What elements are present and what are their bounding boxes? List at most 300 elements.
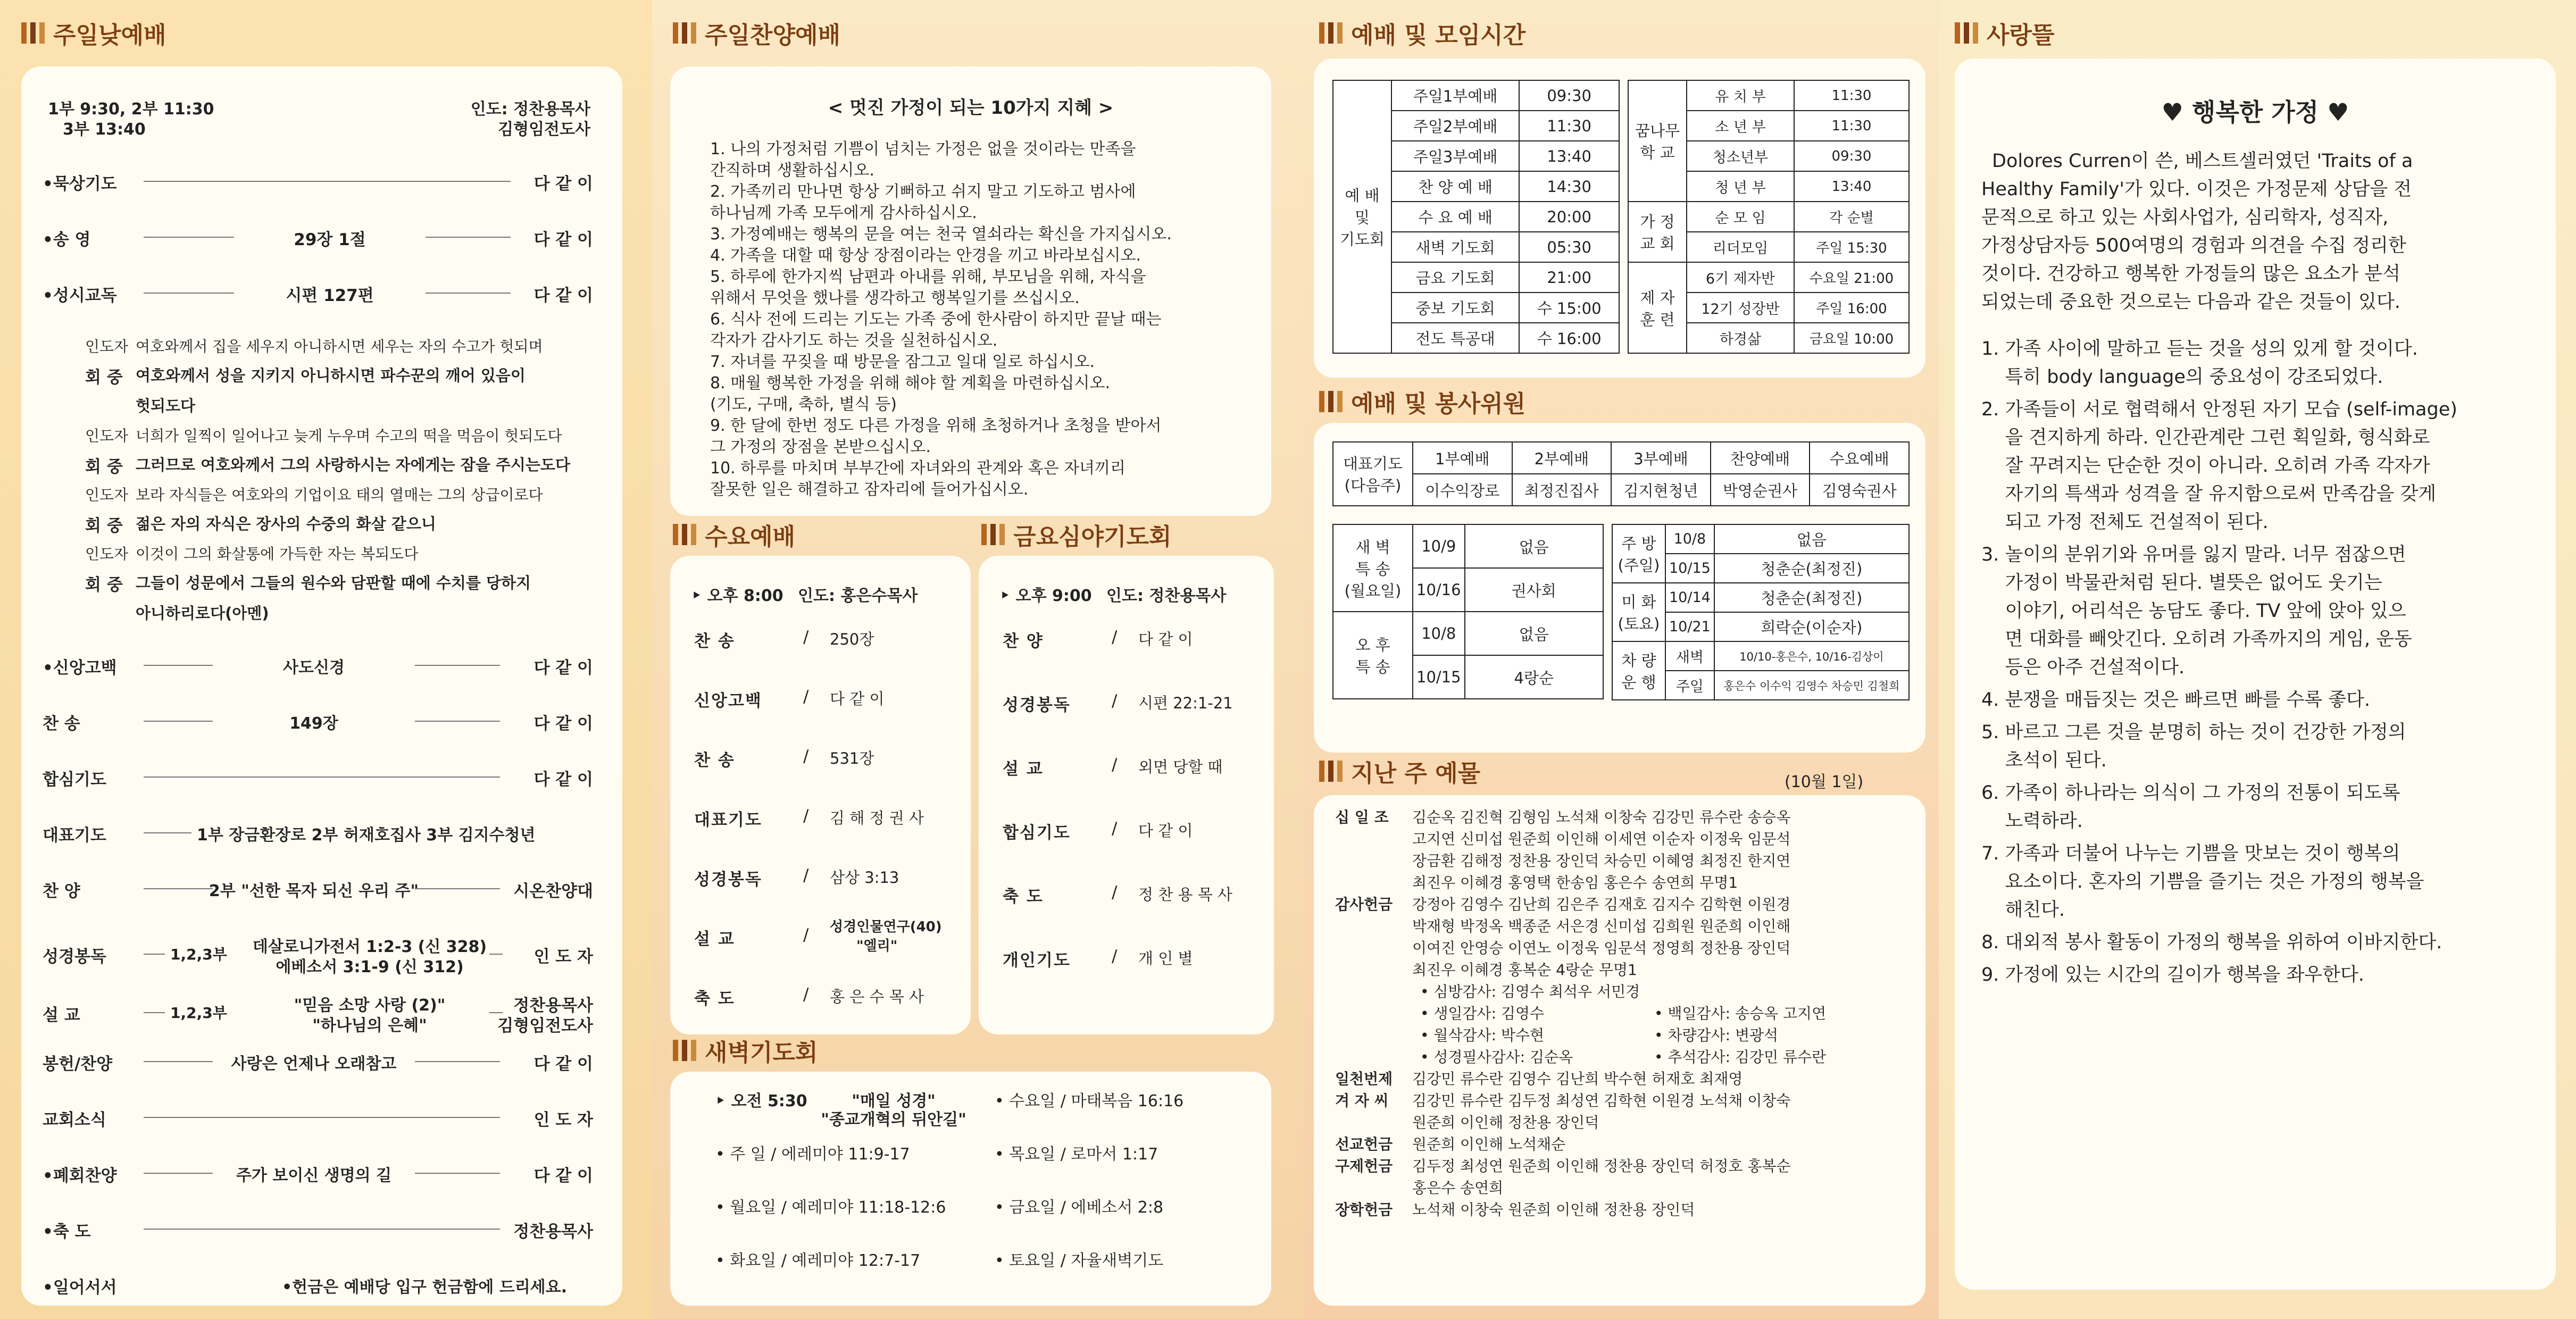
dawn-card bbox=[670, 1072, 1271, 1306]
order-leader: 인 도 자 bbox=[533, 1111, 593, 1130]
order-content: 데살로니가전서 1:2-3 (신 328) bbox=[252, 938, 487, 956]
table-cell: 순 모 임 bbox=[1687, 202, 1794, 232]
section-title-schedule bbox=[1319, 17, 1525, 49]
table-cell: 09:30 bbox=[1794, 141, 1909, 171]
order-label: 성경봉독 bbox=[43, 947, 106, 966]
table-cell: 박영순권사 bbox=[1711, 474, 1810, 506]
offering-category: 감사헌금 bbox=[1335, 896, 1393, 913]
table-cell: 주일 16:00 bbox=[1794, 293, 1909, 323]
table-cell: 희락순(이순자) bbox=[1714, 612, 1909, 641]
offering-names: 노석채 이창숙 원준희 이인해 정찬용 장인덕 bbox=[1412, 1201, 1695, 1218]
wisdom-line: 6. 식사 전에 드리는 기도는 가족 중에 한사람이 하지만 끝날 때는 bbox=[710, 310, 1162, 329]
table-cell: 소 년 부 bbox=[1687, 111, 1794, 141]
table-cell: 차 량 운 행 bbox=[1612, 641, 1665, 700]
table-cell: 10/9 bbox=[1413, 524, 1465, 568]
section-title-text: 주일낮예배 bbox=[53, 22, 166, 49]
responsive-text: 그러므로 여호와께서 그의 사랑하시는 자에게는 잠을 주시는도다 bbox=[136, 456, 570, 474]
wednesday-leader: 인도: 홍은수목사 bbox=[798, 587, 918, 605]
table-cell: 없음 bbox=[1465, 612, 1603, 655]
essay-point-line: 8. 대외적 봉사 활동이 가정의 행복을 위하여 이바지한다. bbox=[1981, 932, 2442, 953]
table-cell: 대표기도 (다음주) bbox=[1333, 442, 1413, 506]
dawn-day: • 화요일 / 예레미야 12:7-17 bbox=[715, 1251, 921, 1270]
table-cell: 청춘순(최정진) bbox=[1714, 554, 1909, 583]
offering-names: • 생일감사: 김영수 bbox=[1420, 1005, 1545, 1022]
table-row bbox=[1333, 442, 1909, 474]
offering-names: 최진우 이혜경 홍영택 한송임 홍은수 송연희 무명1 bbox=[1412, 874, 1738, 891]
order-content: 다 같 이 bbox=[1138, 822, 1193, 840]
order-label: 신앙고백 bbox=[694, 691, 762, 711]
table-cell: 3부예배 bbox=[1611, 442, 1711, 474]
order-content: 2부 "선한 목자 되신 우리 주" bbox=[209, 882, 419, 900]
offering-names: 원준희 이인해 정찬용 장인덕 bbox=[1412, 1114, 1599, 1131]
order-label: 찬 송 bbox=[694, 751, 735, 770]
responsive-text: 여호와께서 집을 세우지 아니하시면 세우는 자의 수고가 헛되며 bbox=[136, 338, 543, 355]
leader-line bbox=[144, 721, 213, 722]
order-leader: 정찬용목사 bbox=[513, 996, 593, 1015]
order-content: 홍 은 수 목 사 bbox=[830, 988, 924, 1006]
table-cell: 새벽 bbox=[1665, 641, 1714, 671]
table-cell: 13:40 bbox=[1794, 171, 1909, 202]
order-label: 성경봉독 bbox=[694, 870, 762, 889]
offering-names: 홍은수 송연희 bbox=[1412, 1179, 1504, 1197]
table-row bbox=[1333, 612, 1603, 655]
table-cell: 10/16 bbox=[1413, 568, 1465, 612]
slash-divider: / bbox=[803, 747, 809, 766]
table-cell: 전도 특공대 bbox=[1391, 323, 1519, 353]
service-time-table bbox=[1332, 80, 1620, 354]
order-label: •일어서서 bbox=[43, 1278, 117, 1297]
table-cell: 새벽 기도회 bbox=[1391, 232, 1519, 262]
table-cell: 주일 15:30 bbox=[1794, 232, 1909, 262]
essay-line: 되었는데 중요한 것으로는 다음과 같은 것들이 있다. bbox=[1981, 291, 2400, 313]
offering-names: • 성경필사감사: 김순옥 bbox=[1420, 1048, 1573, 1066]
table-cell: 10/14 bbox=[1665, 583, 1714, 612]
table-cell: 제 자 훈 련 bbox=[1628, 262, 1687, 353]
section-title-text: 금요심야기도회 bbox=[1013, 523, 1172, 550]
leader-line bbox=[144, 237, 234, 238]
leader-line bbox=[415, 888, 500, 889]
slash-divider: / bbox=[1112, 947, 1118, 966]
order-content: •헌금은 예배당 입구 헌금함에 드리세요. bbox=[282, 1278, 568, 1297]
leader-line bbox=[426, 237, 511, 238]
wisdom-line: 7. 자녀를 꾸짖을 때 방문을 잠그고 일대 일로 하십시오. bbox=[710, 353, 1095, 371]
order-sub: 1,2,3부 bbox=[170, 946, 227, 963]
table-cell: 청춘순(최정진) bbox=[1714, 583, 1909, 612]
group-time-table bbox=[1628, 80, 1910, 354]
section-title-love-garden bbox=[1955, 17, 2055, 49]
happy-family-card bbox=[1955, 59, 2556, 1290]
table-cell: 4랑순 bbox=[1465, 655, 1603, 699]
service-time-2: 3부 13:40 bbox=[63, 120, 146, 139]
leader-line bbox=[415, 1173, 500, 1174]
table-cell: 찬 양 예 배 bbox=[1391, 171, 1519, 202]
dawn-day: • 주 일 / 에레미야 11:9-17 bbox=[715, 1145, 910, 1164]
slash-divider: / bbox=[803, 866, 809, 885]
leader-line bbox=[144, 777, 500, 778]
leader-line bbox=[415, 665, 500, 666]
table-cell: 10/10-홍은수, 10/16-김상이 bbox=[1714, 641, 1909, 671]
schedule-card bbox=[1314, 59, 1925, 378]
table-cell: 주일3부예배 bbox=[1391, 141, 1519, 171]
wisdom-card bbox=[670, 66, 1271, 516]
wisdom-line: (기도, 구매, 축하, 별식 등) bbox=[710, 395, 897, 414]
order-leader: 시온찬양대 bbox=[513, 882, 593, 901]
order-label: 봉헌/찬양 bbox=[43, 1055, 113, 1074]
offering-names: 고지연 신미섭 원준희 이인해 이세연 이순자 이정욱 임문석 bbox=[1412, 830, 1791, 848]
leader-line bbox=[415, 1061, 500, 1062]
table-cell: 14:30 bbox=[1519, 171, 1619, 202]
table-row bbox=[1612, 524, 1909, 554]
responsive-speaker: 인도자 bbox=[85, 338, 129, 355]
wednesday-time: ‣ 오후 8:00 bbox=[691, 587, 783, 605]
order-leader: 다 같 이 bbox=[533, 714, 593, 733]
offering-names: 박재형 박정옥 백종준 서은경 신미섭 김희원 원준희 이인해 bbox=[1412, 917, 1791, 935]
dawn-theme-1: "매일 성경" bbox=[852, 1092, 936, 1111]
table-cell: 꿈나무 학 교 bbox=[1628, 80, 1687, 202]
essay-point-line: 2. 가족들이 서로 협력해서 안정된 자기 모습 (self-image) bbox=[1981, 399, 2457, 420]
offering-names: 김강민 류수란 김두정 최성연 김학현 이원경 노석채 이창숙 bbox=[1412, 1092, 1791, 1109]
order-content: 다 같 이 bbox=[830, 690, 885, 708]
order-leader: 다 같 이 bbox=[533, 770, 593, 789]
wisdom-line: 8. 매월 행복한 가정을 위해 해야 할 계획을 마련하십시오. bbox=[710, 374, 1111, 393]
offering-date: (10월 1일) bbox=[1785, 773, 1864, 791]
table-cell: 11:30 bbox=[1794, 111, 1909, 141]
table-row bbox=[1333, 524, 1603, 568]
order-label: •묵상기도 bbox=[43, 174, 117, 194]
table-cell: 권사회 bbox=[1465, 568, 1603, 612]
order-content: 김 해 정 권 사 bbox=[830, 809, 924, 827]
order-label: 축 도 bbox=[694, 989, 735, 1008]
essay-point-line: 1. 가족 사이에 말하고 듣는 것을 성의 있게 할 것이다. bbox=[1981, 338, 2418, 360]
offering-category: 겨 자 씨 bbox=[1335, 1092, 1389, 1109]
offering-names: • 월삭감사: 박수현 bbox=[1420, 1026, 1545, 1044]
essay-point-line: 을 견지하게 하라. 인간관계란 그런 획일화, 형식화로 bbox=[1981, 427, 2430, 448]
leader-line bbox=[144, 665, 213, 666]
essay-point-line: 잘 꾸려지는 단순한 것이 아니라. 오히려 가족 각자가 bbox=[1981, 455, 2430, 477]
table-row bbox=[1333, 80, 1619, 111]
table-cell: 홍은수 이수익 김영수 차승민 김철희 bbox=[1714, 671, 1909, 700]
table-cell: 수 15:00 bbox=[1519, 293, 1619, 323]
order-label: •성시교독 bbox=[43, 286, 117, 305]
table-row bbox=[1333, 474, 1909, 506]
section-marker-icon bbox=[21, 22, 45, 44]
section-title-offerings bbox=[1319, 755, 1480, 787]
dawn-day: • 토요일 / 자율새벽기도 bbox=[995, 1251, 1164, 1270]
leader-line bbox=[144, 1173, 213, 1174]
table-cell: 오 후 특 송 bbox=[1333, 612, 1413, 699]
table-row bbox=[1628, 262, 1909, 293]
responsive-text: 여호와께서 성을 지키지 아니하시면 파수꾼의 깨어 있음이 bbox=[136, 366, 526, 385]
dawn-day: • 월요일 / 예레미야 11:18-12:6 bbox=[715, 1198, 946, 1217]
table-cell: 10/15 bbox=[1665, 554, 1714, 583]
order-content: 사랑은 언제나 오래참고 bbox=[231, 1055, 397, 1073]
table-cell: 없음 bbox=[1465, 524, 1603, 568]
offering-names: 장금환 김해정 정찬용 장인덕 차승민 이혜영 최정진 한지연 bbox=[1412, 852, 1791, 870]
essay-point-line: 요소이다. 혼자의 기쁨을 즐기는 것은 가정의 행복을 bbox=[1981, 871, 2424, 892]
slash-divider: / bbox=[803, 687, 809, 706]
essay-point-line: 9. 가정에 있는 시간의 길이가 행복을 좌우한다. bbox=[1981, 964, 2364, 986]
slash-divider: / bbox=[803, 925, 809, 945]
column-love-garden bbox=[1939, 0, 2576, 1319]
offering-names: 이여진 안영승 이연노 이정욱 임문석 정영희 정찬용 장인덕 bbox=[1412, 939, 1791, 957]
dawn-day: • 목요일 / 로마서 1:17 bbox=[995, 1145, 1158, 1164]
special-song-table bbox=[1332, 524, 1604, 699]
essay-point-line: 등은 아주 건설적이다. bbox=[1981, 657, 2185, 678]
table-cell: 없음 bbox=[1714, 524, 1909, 554]
order-content: 시편 127편 bbox=[286, 286, 374, 305]
essay-point-line: 4. 분쟁을 매듭짓는 것은 빠르면 빠를 수록 좋다. bbox=[1981, 689, 2370, 711]
section-marker-icon bbox=[673, 1040, 696, 1061]
table-row bbox=[1628, 80, 1909, 111]
order-content: 개 인 별 bbox=[1138, 949, 1193, 967]
table-cell: 11:30 bbox=[1519, 111, 1619, 141]
wisdom-line: 하나님께 가족 모두에게 감사하십시오. bbox=[710, 204, 977, 222]
order-label: 설 교 bbox=[1003, 759, 1044, 779]
table-cell: 이수익장로 bbox=[1413, 474, 1512, 506]
dawn-day: • 수요일 / 마태복음 16:16 bbox=[995, 1092, 1184, 1111]
responsive-speaker: 인도자 bbox=[85, 427, 129, 445]
order-label: •축 도 bbox=[43, 1222, 91, 1241]
table-cell: 청소년부 bbox=[1687, 141, 1794, 171]
leader-line bbox=[144, 954, 165, 955]
volunteers-card bbox=[1314, 423, 1925, 753]
table-cell: 13:40 bbox=[1519, 141, 1619, 171]
essay-point-line: 초석이 된다. bbox=[1981, 750, 2107, 771]
section-title-text: 주일찬양예배 bbox=[705, 22, 841, 49]
leader-line bbox=[144, 293, 234, 294]
service-time-1: 1부 9:30, 2부 11:30 bbox=[48, 100, 214, 119]
order-leader: 다 같 이 bbox=[533, 174, 593, 194]
table-cell: 김영숙권사 bbox=[1810, 474, 1909, 506]
essay-point-line: 이야기, 어리석은 농담도 좋다. TV 앞에 앉아 있으 bbox=[1981, 600, 2406, 622]
table-cell: 주일 bbox=[1665, 671, 1714, 700]
order-label: 성경봉독 bbox=[1003, 696, 1071, 715]
table-cell: 10/8 bbox=[1665, 524, 1714, 554]
order-content: 주가 보이신 생명의 길 bbox=[236, 1166, 392, 1185]
essay-line: 가정상담자등 500여명의 경험과 의견을 수집 정리한 bbox=[1981, 235, 2406, 256]
table-cell: 수 16:00 bbox=[1519, 323, 1619, 353]
table-cell: 금요 기도회 bbox=[1391, 262, 1519, 293]
section-marker-icon bbox=[1319, 22, 1343, 44]
table-cell: 중보 기도회 bbox=[1391, 293, 1519, 323]
order-content-2: "엘리" bbox=[856, 938, 898, 954]
table-cell: 찬양예배 bbox=[1711, 442, 1810, 474]
offering-names: 강정아 김영수 김난희 김은주 김재호 김지수 김학현 이원경 bbox=[1412, 896, 1791, 913]
essay-point-line: 7. 가족과 더불어 나누는 기쁨을 맛보는 것이 행복의 bbox=[1981, 843, 2400, 864]
responsive-text: 젊은 자의 자식은 장사의 수중의 화살 같으니 bbox=[136, 515, 436, 533]
wisdom-line: 5. 하루에 한가지씩 남편과 아내를 위해, 부모님을 위해, 자식을 bbox=[710, 268, 1146, 286]
responsive-text: 보라 자식들은 여호와의 기업이요 태의 열매는 그의 상급이로다 bbox=[136, 486, 543, 504]
order-label: •폐회찬양 bbox=[43, 1166, 117, 1186]
section-title-praise-service bbox=[673, 17, 840, 49]
offering-category: 장학헌금 bbox=[1335, 1201, 1393, 1218]
friday-leader: 인도: 정찬용목사 bbox=[1106, 587, 1227, 605]
order-label: 합심기도 bbox=[43, 770, 106, 789]
essay-point-line: 3. 놀이의 분위기와 유머를 잃지 말라. 너무 점잖으면 bbox=[1981, 544, 2406, 565]
order-leader: 다 같 이 bbox=[533, 1166, 593, 1186]
essay-point-line: 되고 가정 전체도 건설적이 된다. bbox=[1981, 512, 2269, 533]
essay-line: Dolores Curren이 쓴, 베스트셀러였던 'Traits of a bbox=[1992, 151, 2413, 172]
representative-prayer-table bbox=[1332, 441, 1910, 506]
order-leader-2: 김형임전도사 bbox=[497, 1016, 593, 1036]
order-content: "믿음 소망 사랑 (2)" bbox=[294, 996, 446, 1015]
table-cell: 주일1부예배 bbox=[1391, 80, 1519, 111]
table-cell: 2부예배 bbox=[1512, 442, 1612, 474]
order-label: 합심기도 bbox=[1003, 823, 1071, 842]
leader-line bbox=[144, 181, 511, 182]
wisdom-line: 각자가 감사기도 하는 것을 실천하십시오. bbox=[710, 331, 998, 350]
order-content: 29장 1절 bbox=[294, 230, 366, 249]
essay-point-line: 해친다. bbox=[1981, 899, 2065, 921]
section-title-friday bbox=[981, 519, 1172, 550]
essay-point-line: 특히 body language의 중요성이 강조되었다. bbox=[1981, 366, 2383, 388]
section-marker-icon bbox=[673, 524, 696, 545]
wisdom-title: < 멋진 가정이 되는 10가지 지혜 > bbox=[828, 97, 1114, 119]
slash-divider: / bbox=[1112, 819, 1118, 838]
essay-point-line: 면 대화를 빼앗긴다. 오히려 가족까지의 게임, 운동 bbox=[1981, 629, 2412, 650]
order-content: 성경인물연구(40) bbox=[830, 919, 942, 935]
table-cell: 하경삶 bbox=[1687, 323, 1794, 353]
section-marker-icon bbox=[1319, 761, 1343, 782]
order-leader: 인 도 자 bbox=[533, 947, 593, 966]
service-preacher-2: 김형임전도사 bbox=[498, 120, 590, 139]
wisdom-line: 4. 가족을 대할 때 항상 장점이라는 안경을 끼고 바라보십시오. bbox=[710, 246, 1141, 265]
order-label: 찬 양 bbox=[43, 882, 80, 901]
responsive-speaker: 회 중 bbox=[85, 575, 123, 595]
leader-line bbox=[415, 721, 500, 722]
table-cell: 예 배 및 기도회 bbox=[1333, 80, 1391, 353]
responsive-text: 그들이 성문에서 그들의 원수와 담판할 때에 수치를 당하지 bbox=[136, 574, 531, 592]
offering-category: 구제헌금 bbox=[1335, 1157, 1393, 1175]
table-cell: 미 화 (토요) bbox=[1612, 583, 1665, 641]
responsive-text: 이것이 그의 화살통에 가득한 자는 복되도다 bbox=[136, 545, 419, 563]
offering-names: • 백일감사: 송승옥 고지연 bbox=[1654, 1005, 1827, 1022]
table-cell: 10/8 bbox=[1413, 612, 1465, 655]
table-cell: 유 치 부 bbox=[1687, 80, 1794, 111]
table-cell: 주일2부예배 bbox=[1391, 111, 1519, 141]
leader-line bbox=[426, 293, 511, 294]
table-cell: 수요예배 bbox=[1810, 442, 1909, 474]
slash-divider: / bbox=[1112, 691, 1118, 711]
order-sub: 1,2,3부 bbox=[170, 1004, 227, 1022]
essay-point-line: 자기의 특색과 성격을 잘 유지함으로써 만족감을 갖게 bbox=[1981, 483, 2437, 505]
offering-names: 원준희 이인해 노석채순 bbox=[1412, 1136, 1566, 1153]
order-leader: 다 같 이 bbox=[533, 1055, 593, 1074]
wisdom-line: 9. 한 달에 한번 정도 다른 가정을 위해 초청하거나 초청을 받아서 bbox=[710, 416, 1162, 435]
offering-names: 최진우 이혜경 홍복순 4랑순 무명1 bbox=[1412, 961, 1637, 979]
table-cell: 21:00 bbox=[1519, 262, 1619, 293]
responsive-speaker: 인도자 bbox=[85, 486, 129, 504]
wisdom-line: 10. 하루를 마치며 부부간에 자녀와의 관계와 혹은 자녀끼리 bbox=[710, 459, 1126, 478]
order-label: 축 도 bbox=[1003, 887, 1044, 906]
essay-point-line: 6. 가족이 하나라는 의식이 그 가정의 전통이 되도록 bbox=[1981, 782, 2400, 804]
slash-divider: / bbox=[1112, 755, 1118, 774]
leader-line bbox=[144, 1012, 165, 1013]
section-marker-icon bbox=[1319, 391, 1343, 412]
section-marker-icon bbox=[673, 22, 696, 44]
slash-divider: / bbox=[803, 806, 809, 825]
offering-category: 십 일 조 bbox=[1335, 808, 1389, 826]
order-label: 대표기도 bbox=[694, 811, 762, 830]
wisdom-line: 2. 가족끼리 만나면 항상 기뻐하고 쉬지 말고 기도하고 범사에 bbox=[710, 182, 1136, 201]
slash-divider: / bbox=[803, 628, 809, 647]
order-label: 찬 송 bbox=[694, 632, 735, 651]
order-label: 설 교 bbox=[43, 1006, 80, 1025]
responsive-speaker: 회 중 bbox=[85, 457, 123, 477]
friday-card bbox=[979, 556, 1274, 1034]
section-title-text: 예배 및 봉사위원 bbox=[1351, 390, 1526, 418]
leader-line bbox=[144, 1117, 500, 1118]
offering-category: 일천번제 bbox=[1335, 1070, 1393, 1088]
order-content: 삼상 3:13 bbox=[830, 869, 899, 887]
wednesday-card bbox=[670, 556, 971, 1034]
order-leader: 다 같 이 bbox=[533, 286, 593, 305]
order-content: 사도신경 bbox=[283, 658, 345, 677]
responsive-speaker: 회 중 bbox=[85, 368, 123, 387]
order-content: 531장 bbox=[830, 749, 874, 767]
offering-names: 김두정 최성연 원준희 이인해 정찬용 장인덕 허정호 홍복순 bbox=[1412, 1157, 1791, 1175]
slash-divider: / bbox=[1112, 628, 1118, 647]
order-content: 1부 장금환장로 2부 허재호집사 3부 김지수청년 bbox=[197, 826, 536, 845]
duty-table bbox=[1612, 524, 1910, 700]
section-title-text: 사랑뜰 bbox=[1987, 22, 2055, 49]
leader-line bbox=[144, 1061, 213, 1062]
section-marker-icon bbox=[1955, 22, 1978, 44]
order-leader: 다 같 이 bbox=[533, 658, 593, 678]
table-cell: 20:00 bbox=[1519, 202, 1619, 232]
essay-line: Healthy Family'가 있다. 이것은 가정문제 상담을 전 bbox=[1981, 179, 2412, 200]
offering-category: 선교헌금 bbox=[1335, 1136, 1393, 1153]
order-leader: 정찬용목사 bbox=[513, 1222, 593, 1241]
happy-family-heading: ♥ 행복한 가정 ♥ bbox=[2161, 98, 2349, 127]
table-cell: 김지현청년 bbox=[1611, 474, 1711, 506]
table-cell: 12기 성장반 bbox=[1687, 293, 1794, 323]
order-label: 개인기도 bbox=[1003, 951, 1071, 970]
offering-names: • 차량감사: 변광석 bbox=[1654, 1026, 1779, 1044]
dawn-time: ‣ 오전 5:30 bbox=[715, 1092, 807, 1111]
order-label: •송 영 bbox=[43, 230, 91, 249]
order-content: 시편 22:1-21 bbox=[1138, 694, 1233, 712]
table-cell: 가 정 교 회 bbox=[1628, 202, 1687, 262]
wisdom-line: 잘못한 일은 해결하고 잠자리에 들어가십시오. bbox=[710, 480, 1029, 499]
wisdom-line: 3. 가정예배는 행복의 문을 여는 천국 열쇠라는 확신을 가지십시오. bbox=[710, 225, 1172, 244]
order-content-2: "하나님의 은혜" bbox=[312, 1016, 427, 1035]
responsive-speaker: 회 중 bbox=[85, 516, 123, 536]
essay-line: 것이다. 건강하고 행복한 가정들의 많은 요소가 분석 bbox=[1981, 263, 2400, 285]
order-content: 외면 당할 때 bbox=[1138, 758, 1223, 776]
offering-names: • 심방감사: 김영수 최석우 서민경 bbox=[1420, 983, 1640, 1000]
table-row bbox=[1612, 583, 1909, 612]
table-cell: 09:30 bbox=[1519, 80, 1619, 111]
section-title-text: 새벽기도회 bbox=[705, 1039, 818, 1066]
essay-point-line: 가정이 박물관처럼 된다. 별뜻은 없어도 웃기는 bbox=[1981, 572, 2382, 594]
table-cell: 청 년 부 bbox=[1687, 171, 1794, 202]
offerings-card bbox=[1314, 795, 1925, 1306]
leader-line bbox=[144, 832, 191, 833]
responsive-text: 너희가 일찍이 일어나고 늦게 누우며 수고의 떡을 먹음이 헛되도다 bbox=[136, 427, 562, 445]
leader-line bbox=[144, 1229, 500, 1230]
order-content: 149장 bbox=[289, 714, 338, 733]
order-content: 250장 bbox=[830, 630, 874, 648]
slash-divider: / bbox=[1112, 883, 1118, 902]
section-title-sunday-service bbox=[21, 17, 166, 49]
section-marker-icon bbox=[981, 524, 1005, 545]
column-schedule bbox=[1303, 0, 1939, 1319]
service-preacher-1: 인도: 정찬용목사 bbox=[470, 100, 590, 119]
essay-line: 문적으로 하고 있는 사회사업가, 심리학자, 성직자, bbox=[1981, 207, 2389, 228]
table-cell: 새 벽 특 송 (월요일) bbox=[1333, 524, 1413, 612]
essay-point-line: 노력하라. bbox=[1981, 811, 2083, 832]
